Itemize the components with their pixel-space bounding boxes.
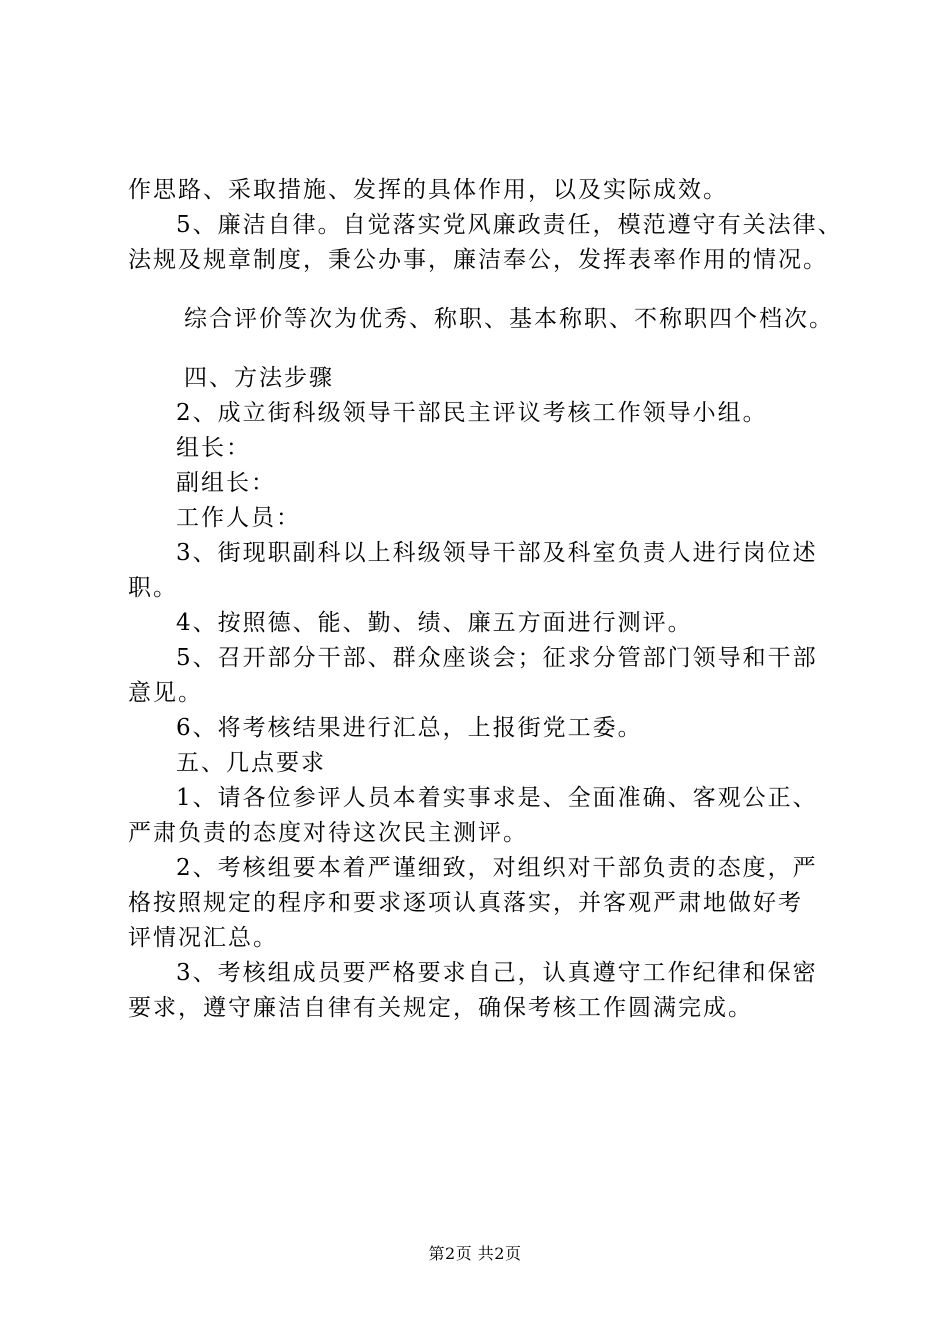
paragraph-line: 作思路、采取措施、发挥的具体作用，以及实际成效。 [128,177,728,203]
paragraph-line: 法规及规章制度，秉公办事，廉洁奉公，发挥表率作用的情况。 [128,247,828,273]
paragraph-line: 组长： [176,435,251,461]
paragraph-line: 4、按照德、能、勤、绩、廉五方面进行测评。 [176,610,693,636]
paragraph-line: 6、将考核结果进行汇总，上报街党工委。 [176,715,643,741]
paragraph-line: 评情况汇总。 [128,925,278,951]
paragraph-gap [128,278,850,302]
paragraph-line: 1、请各位参评人员本着实事求是、全面准确、客观公正、 [176,785,818,811]
paragraph-line: 格按照规定的程序和要求逐项认真落实，并客观严肃地做好考 [128,890,803,916]
paragraph-line: 2、考核组要本着严谨细致，对组织对干部负责的态度，严 [176,855,818,881]
section-heading: 四、方法步骤 [184,365,334,391]
paragraph-line: 意见。 [128,680,203,706]
paragraph-line: 3、考核组成员要严格要求自己，认真遵守工作纪律和保密 [176,960,818,986]
section-heading: 五、几点要求 [176,750,326,776]
document-body [128,173,850,1026]
paragraph-gap [128,337,850,361]
paragraph-line: 5、召开部分干部、群众座谈会；征求分管部门领导和干部 [176,645,818,671]
page-number-footer: 第2页 共2页 [428,1244,522,1263]
paragraph-line: 严肃负责的态度对待这次民主测评。 [128,820,528,846]
paragraph-line: 要求，遵守廉洁自律有关规定，确保考核工作圆满完成。 [128,995,753,1021]
paragraph-line: 3、街现职副科以上科级领导干部及科室负责人进行岗位述 [176,540,818,566]
paragraph-line: 工作人员： [176,505,301,531]
paragraph-line: 综合评价等次为优秀、称职、基本称职、不称职四个档次。 [184,306,834,332]
paragraph-line: 2、成立街科级领导干部民主评议考核工作领导小组。 [176,400,768,426]
paragraph-line: 职。 [128,575,178,601]
paragraph-line: 5、廉洁自律。自觉落实党风廉政责任，模范遵守有关法律、 [176,212,843,238]
paragraph-line: 副组长： [176,470,276,496]
